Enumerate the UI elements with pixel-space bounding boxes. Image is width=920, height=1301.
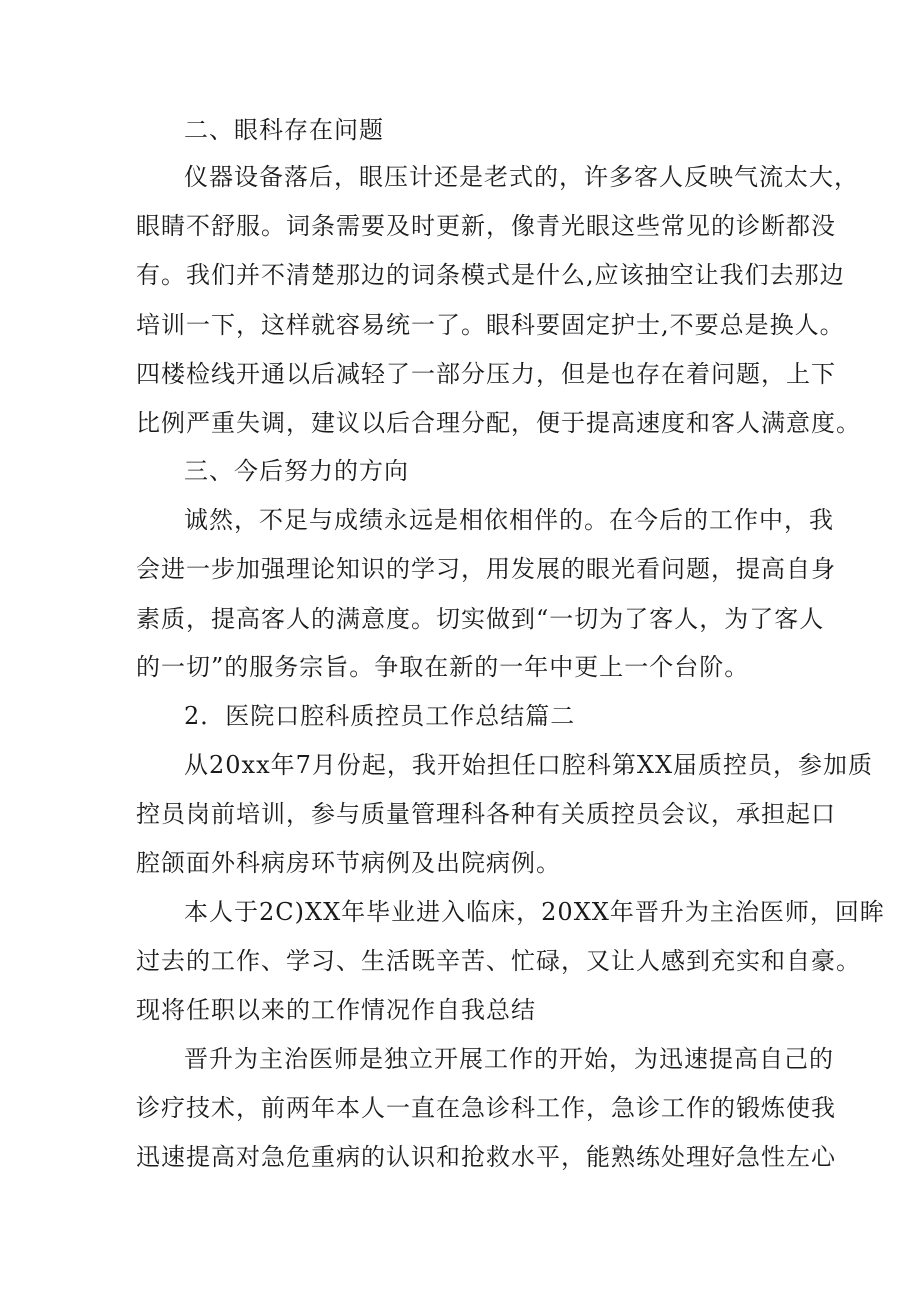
paragraph-line: 素质，提高客人的满意度。切实做到“一切为了客人，为了客人 xyxy=(136,605,825,633)
paragraph-line: 从20xx年7月份起，我开始担任口腔科第XX届质控员，参加质 xyxy=(184,751,874,779)
paragraph-line: 诚然，不足与成绩永远是相依相伴的。在今后的工作中，我 xyxy=(184,506,834,534)
article-title: 2．医院口腔科质控员工作总结篇二 xyxy=(184,702,576,730)
paragraph-line: 的一切”的服务宗旨。争取在新的一年中更上一个台阶。 xyxy=(136,653,750,681)
paragraph-line: 诊疗技术，前两年本人一直在急诊科工作，急诊工作的锻炼使我 xyxy=(136,1094,836,1122)
paragraph-line: 现将任职以来的工作情况作自我总结 xyxy=(136,996,536,1024)
paragraph-line: 仪器设备落后，眼压计还是老式的，许多客人反映气流太大， xyxy=(184,163,859,191)
paragraph-line: 有。我们并不清楚那边的词条模式是什么,应该抽空让我们去那边 xyxy=(136,261,845,289)
paragraph-line: 眼睛不舒服。词条需要及时更新，像青光眼这些常见的诊断都没 xyxy=(136,212,836,240)
paragraph-line: 本人于2C)XX年毕业进入临床，20XX年晋升为主治医师，回眸 xyxy=(184,898,885,926)
section-heading-eye-problems: 二、眼科存在问题 xyxy=(184,116,384,144)
paragraph-line: 腔颌面外科病房环节病例及出院病例。 xyxy=(136,849,561,877)
paragraph-line: 会进一步加强理论知识的学习，用发展的眼光看问题，提高自身 xyxy=(136,555,836,583)
paragraph-line: 晋升为主治医师是独立开展工作的开始，为迅速提高自己的 xyxy=(184,1045,834,1073)
paragraph-line: 四楼检线开通以后减轻了一部分压力，但是也存在着问题，上下 xyxy=(136,360,836,388)
paragraph-line: 培训一下，这样就容易统一了。眼科要固定护士,不要总是换人。 xyxy=(136,311,845,339)
section-heading-future-direction: 三、今后努力的方向 xyxy=(184,457,409,485)
paragraph-line: 迅速提高对急危重病的认识和抢救水平，能熟练处理好急性左心 xyxy=(136,1143,836,1171)
paragraph-line: 过去的工作、学习、生活既辛苦、忙碌，又让人感到充实和自豪。 xyxy=(136,947,861,975)
paragraph-line: 比例严重失调，建议以后合理分配，便于提高速度和客人满意度。 xyxy=(136,409,861,437)
paragraph-line: 控员岗前培训，参与质量管理科各种有关质控员会议，承担起口 xyxy=(136,800,836,828)
